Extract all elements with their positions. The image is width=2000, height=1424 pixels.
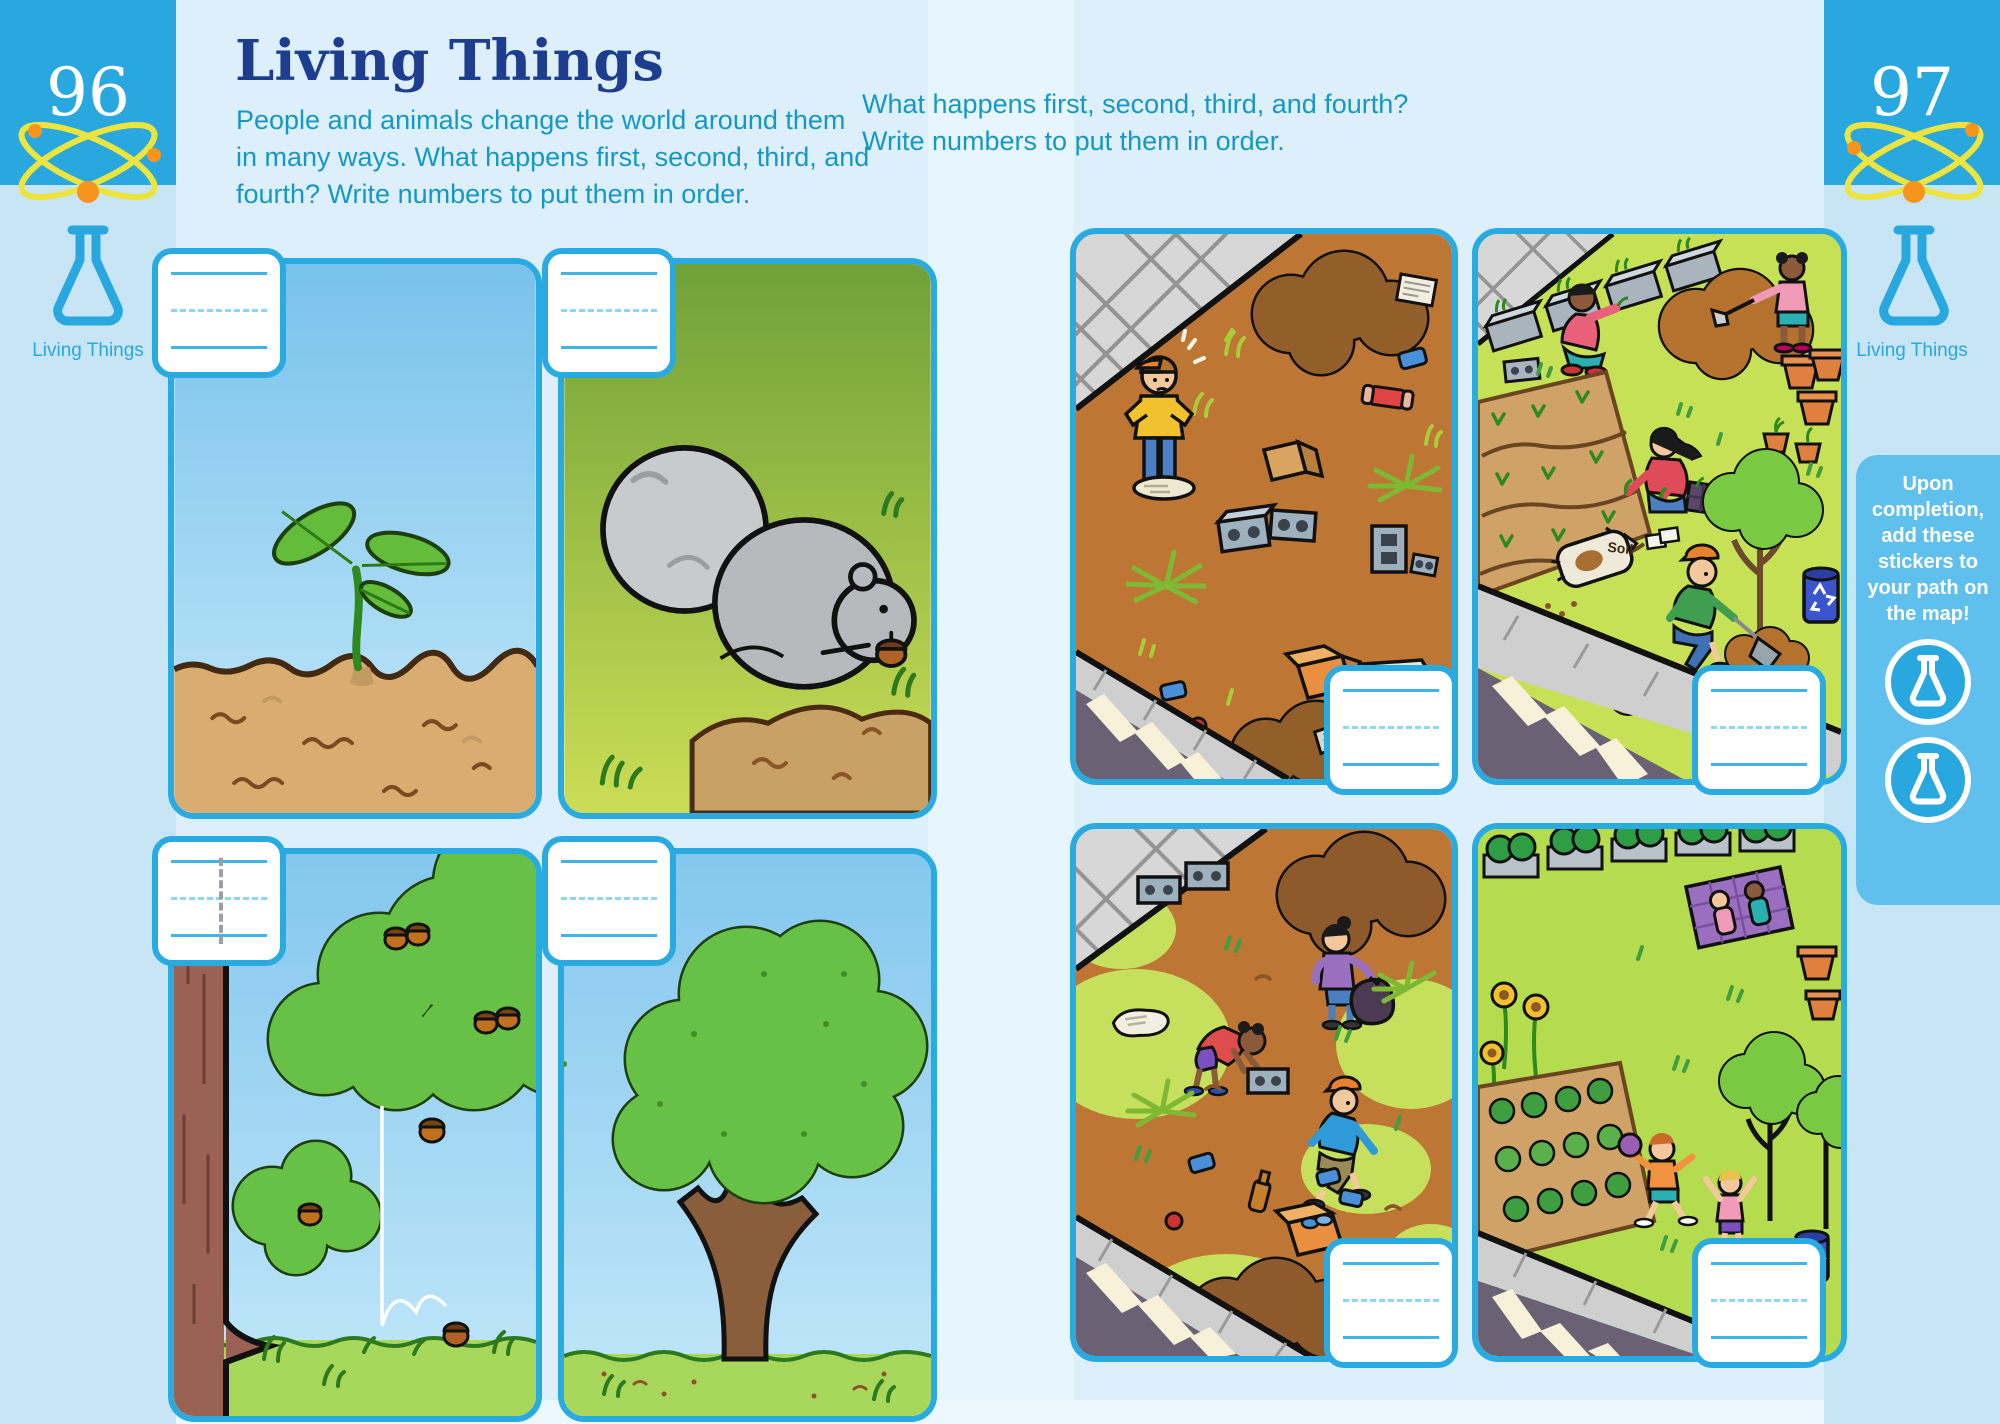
answer-box-8[interactable]: [1692, 1238, 1826, 1368]
sticker-callout-panel: [1856, 455, 2000, 905]
flask-icon: [1906, 654, 1950, 710]
page-number-right: 97: [1870, 54, 1954, 131]
atom-icon: [1834, 106, 1994, 216]
instruction-line: People and animals change the world around them: [236, 105, 846, 135]
instruction-line: in many ways. What happens first, second, third, and: [236, 142, 870, 172]
flask-sticker[interactable]: [1885, 737, 1971, 823]
page-gutter: [928, 0, 1074, 1424]
sidebar-label-right: Living Things: [1856, 340, 1968, 361]
right-instructions: [862, 86, 1408, 160]
svg-text:Soil: Soil: [1606, 538, 1635, 558]
flask-icon: [1906, 752, 1950, 808]
atom-icon: [8, 106, 168, 216]
answer-box-5[interactable]: [1324, 665, 1458, 795]
flask-sticker[interactable]: [1885, 639, 1971, 725]
instruction-line: Write numbers to put them in order.: [862, 126, 1285, 156]
recycle-bin: [1804, 568, 1838, 622]
left-instructions: [236, 102, 869, 213]
answer-box-1[interactable]: [152, 248, 286, 378]
flask-icon: [46, 222, 130, 334]
sticker-callout-text: Upon completion, add these stickers to your path on the map!: [1867, 473, 1989, 625]
number-trace-guide: [219, 858, 223, 944]
instruction-line: fourth? Write numbers to put them in order.: [236, 179, 751, 209]
answer-box-6[interactable]: [1692, 665, 1826, 795]
answer-box-3[interactable]: [152, 836, 286, 966]
instruction-line: What happens first, second, third, and fourth?: [862, 89, 1409, 119]
answer-box-7[interactable]: [1324, 1238, 1458, 1368]
answer-box-2[interactable]: [542, 248, 676, 378]
answer-box-4[interactable]: [542, 836, 676, 966]
page-number-left: 96: [46, 54, 130, 131]
page-title: Living Things: [235, 28, 664, 94]
sidebar-label-left: Living Things: [32, 340, 144, 361]
flask-icon: [1872, 222, 1956, 334]
